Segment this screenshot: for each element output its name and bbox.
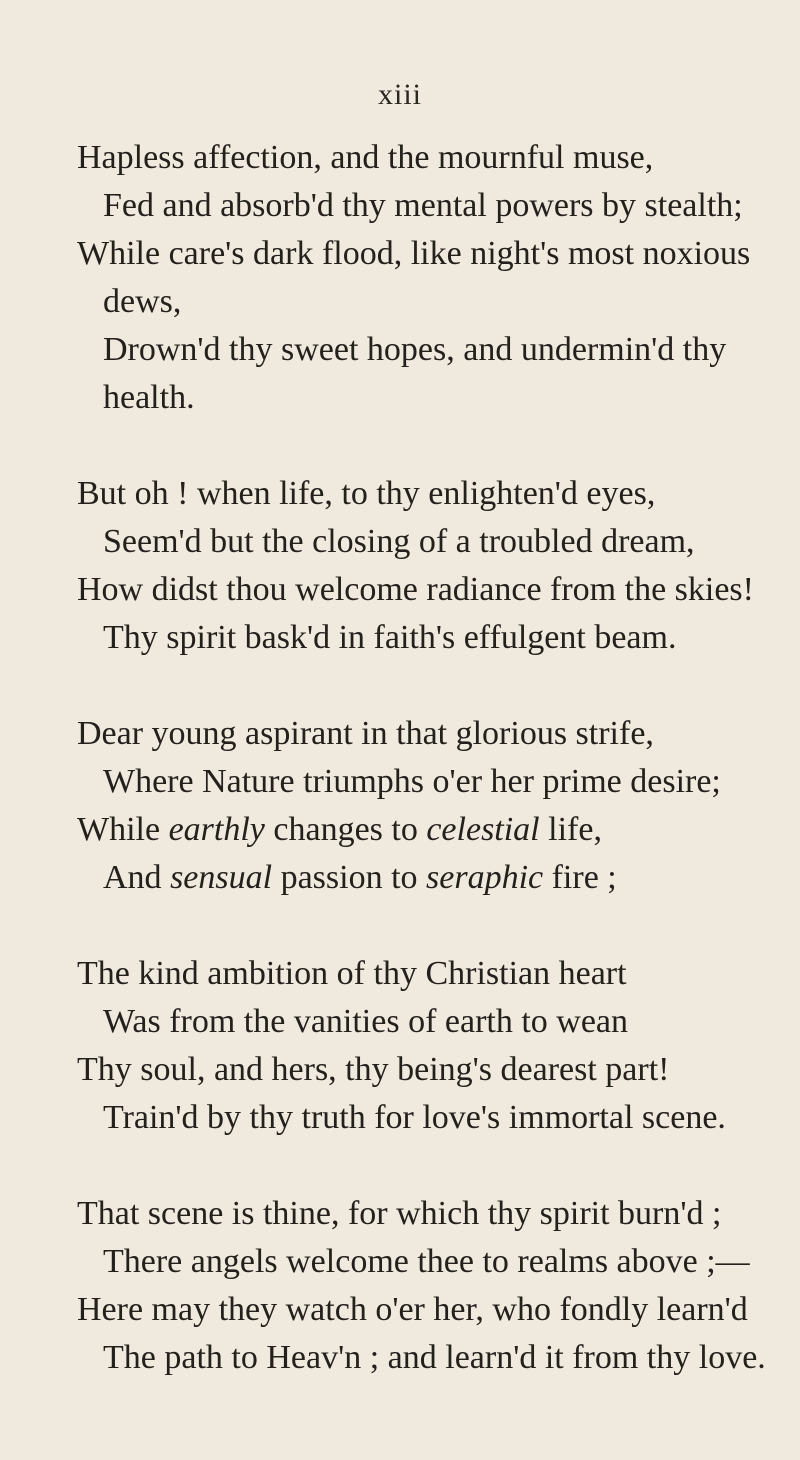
italic-word: earthly bbox=[168, 811, 265, 848]
stanza-5 bbox=[0, 1190, 800, 1382]
poem-line: Where Nature triumphs o'er her prime desire; bbox=[103, 763, 721, 800]
italic-word: seraphic bbox=[426, 859, 544, 896]
poem-line: Seem'd but the closing of a troubled dream, bbox=[103, 523, 695, 560]
stanza-2 bbox=[0, 470, 800, 662]
poem-line: While care's dark flood, like night's most noxious bbox=[77, 235, 751, 272]
poem-line: Was from the vanities of earth to wean bbox=[103, 1003, 629, 1040]
italic-word: celestial bbox=[426, 811, 540, 848]
stanza-1 bbox=[0, 134, 800, 422]
poem-line: Drown'd thy sweet hopes, and undermin'd thy bbox=[103, 331, 727, 368]
poem-line: How didst thou welcome radiance from the skies! bbox=[77, 571, 754, 608]
poem-line: Here may they watch o'er her, who fondly learn'd bbox=[77, 1291, 748, 1328]
poem-line: There angels welcome thee to realms above ;— bbox=[103, 1243, 750, 1280]
poem-line-continuation: dews, bbox=[103, 283, 182, 320]
poem-line: The kind ambition of thy Christian heart bbox=[77, 955, 627, 992]
stanza-3 bbox=[0, 710, 800, 902]
line-text: changes to bbox=[264, 811, 427, 848]
poem-line: Thy soul, and hers, thy being's dearest part! bbox=[77, 1051, 670, 1088]
poem-line: Hapless affection, and the mournful muse, bbox=[77, 139, 654, 176]
line-text: fire ; bbox=[543, 859, 617, 896]
poem-line-continuation: health. bbox=[103, 379, 195, 416]
poem-line: Fed and absorb'd thy mental powers by stealth; bbox=[103, 187, 743, 224]
poem-line: The path to Heav'n ; and learn'd it from thy love. bbox=[103, 1339, 766, 1376]
poem-line: But oh ! when life, to thy enlighten'd eyes, bbox=[77, 475, 656, 512]
poem-line: Thy spirit bask'd in faith's effulgent beam. bbox=[103, 619, 677, 656]
stanza-4 bbox=[0, 950, 800, 1142]
page-number: xiii bbox=[377, 78, 422, 111]
poem bbox=[0, 134, 800, 1430]
line-text: passion to bbox=[272, 859, 427, 896]
italic-word: sensual bbox=[170, 859, 273, 896]
poem-line: Train'd by thy truth for love's immortal scene. bbox=[103, 1099, 726, 1136]
line-text: While bbox=[77, 811, 169, 848]
poem-line bbox=[0, 806, 800, 854]
line-text: life, bbox=[539, 811, 602, 848]
line-text: And bbox=[103, 859, 171, 896]
poem-line bbox=[0, 854, 800, 902]
poem-line: Dear young aspirant in that glorious strife, bbox=[77, 715, 654, 752]
poem-line: That scene is thine, for which thy spirit burn'd ; bbox=[77, 1195, 722, 1232]
